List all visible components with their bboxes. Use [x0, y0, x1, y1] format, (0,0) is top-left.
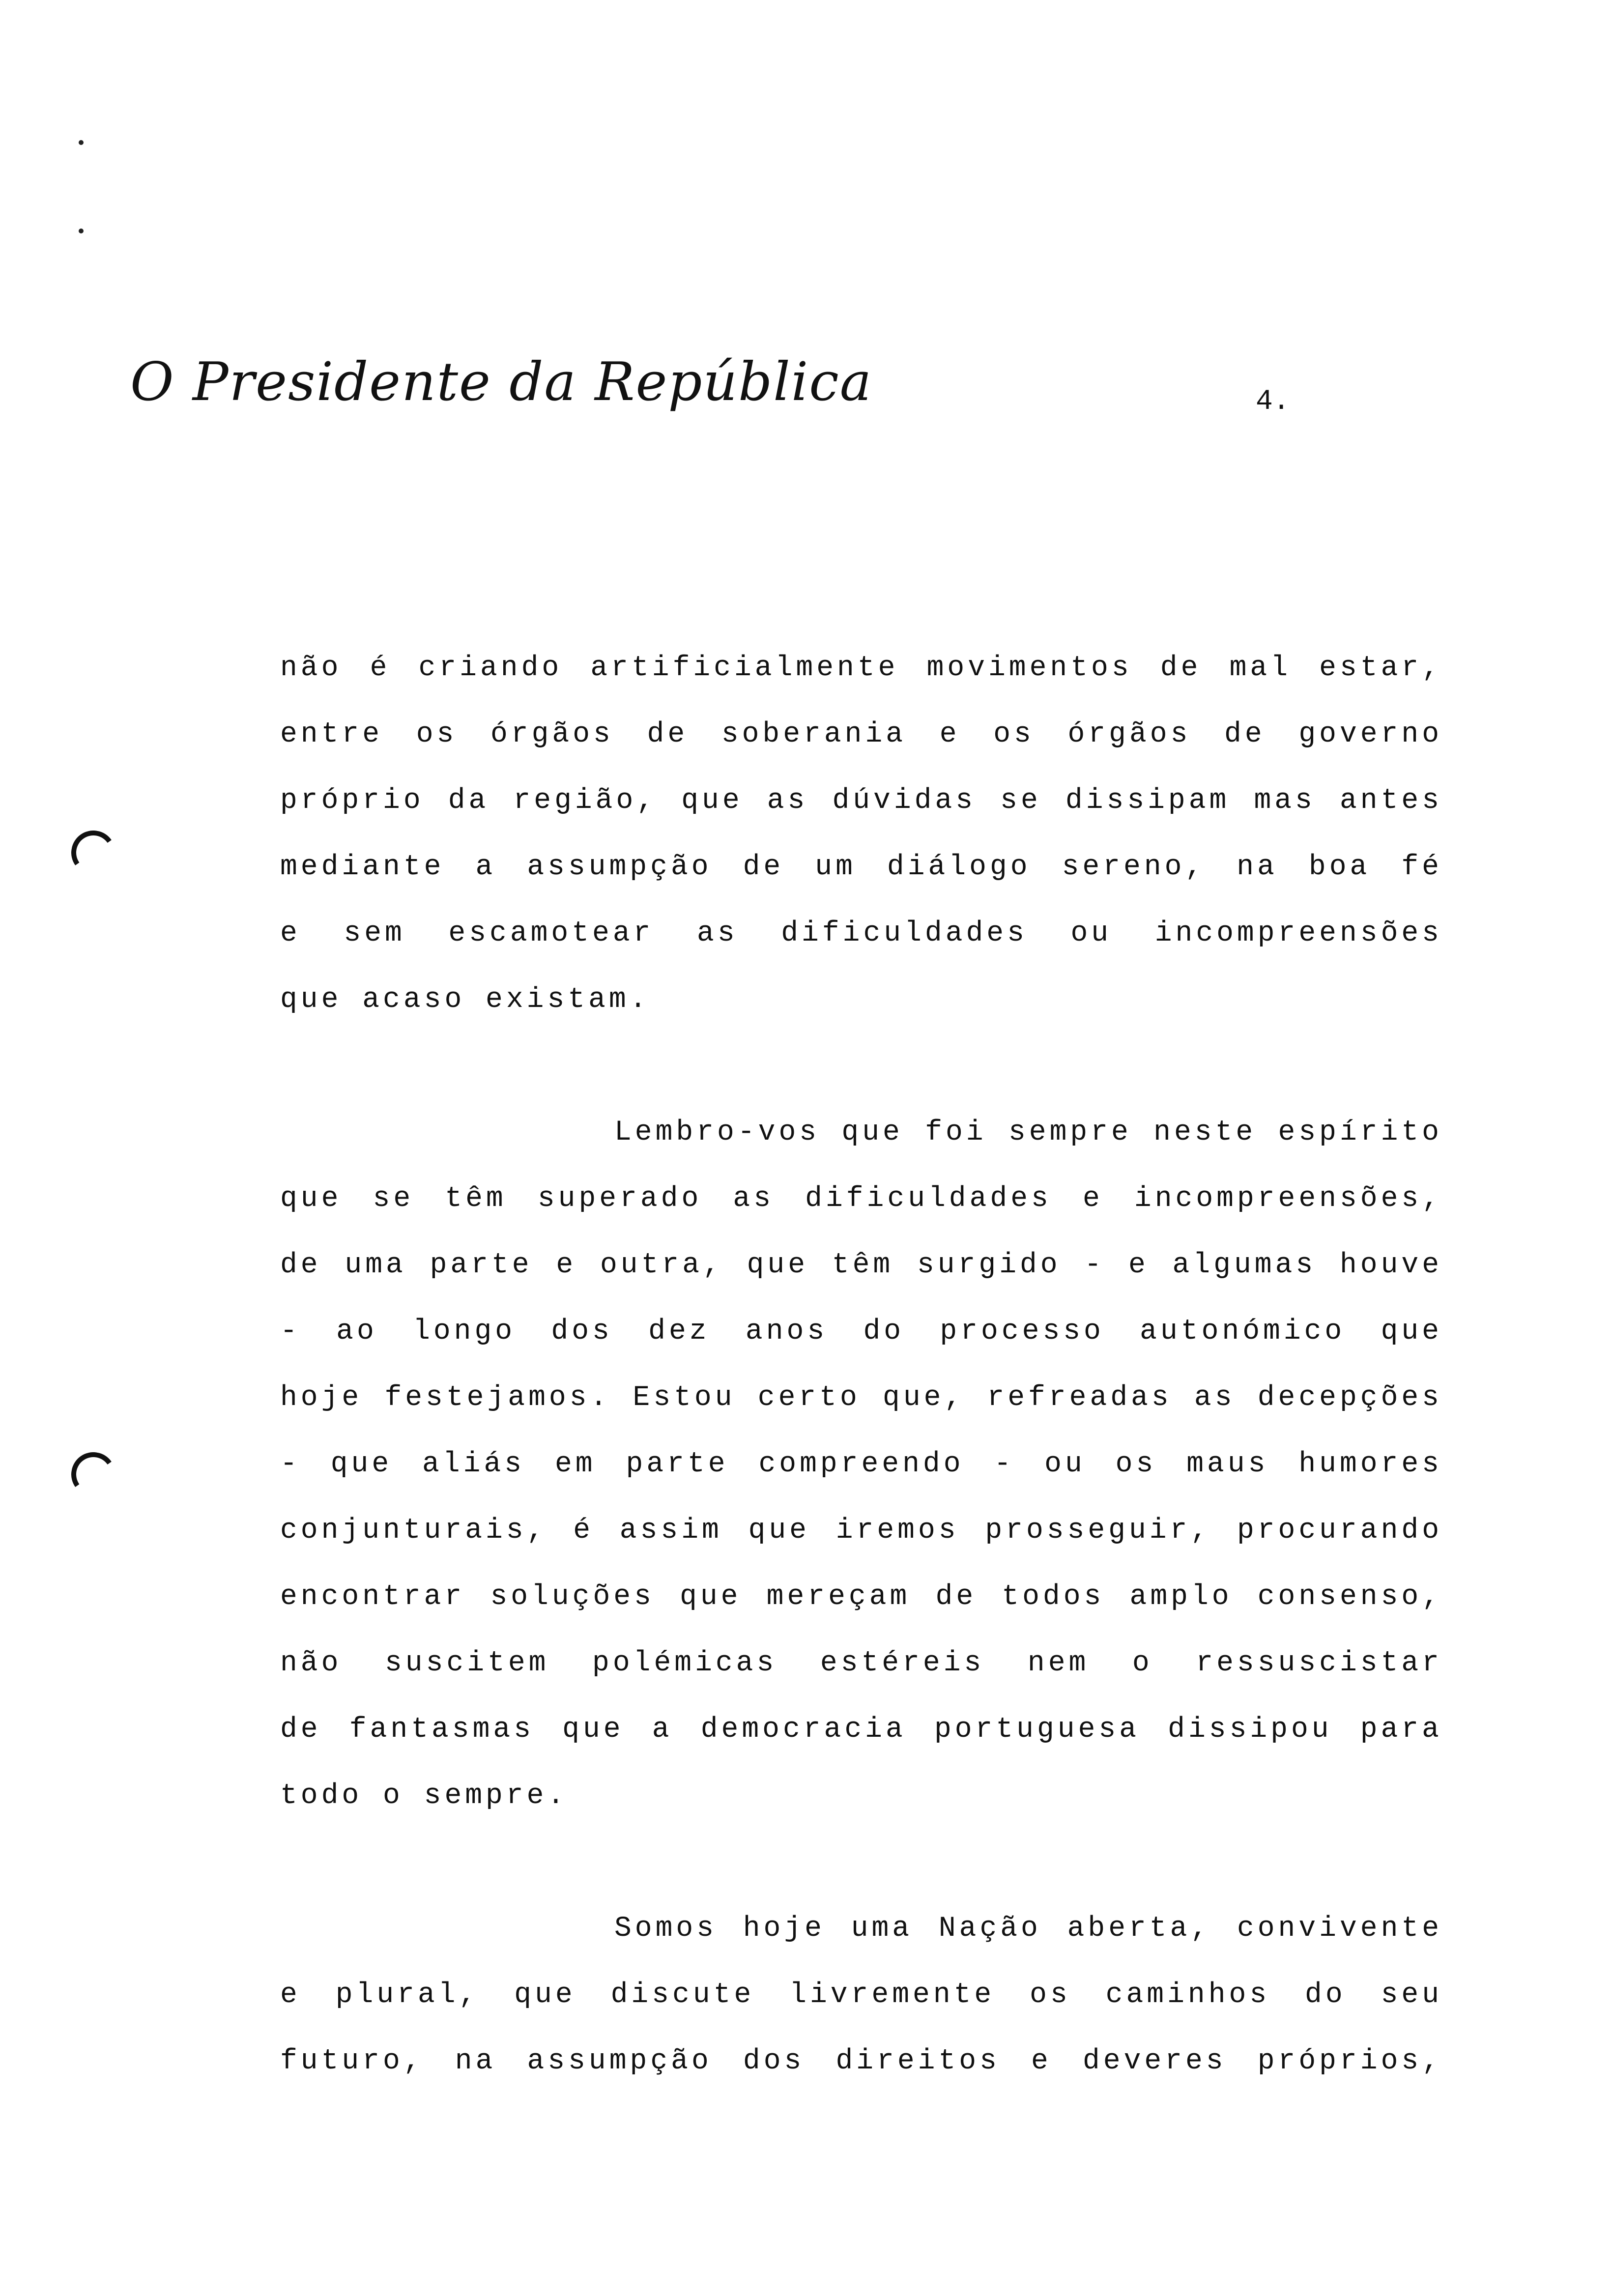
text-line: não é criando artificialmente movimentos de mal estar,: [280, 652, 1442, 684]
text-line: hoje festejamos. Estou certo que, refreadas as decepções: [280, 1382, 1442, 1414]
text-line: e plural, que discute livremente os caminhos do seu: [280, 1979, 1442, 2011]
letterhead-title: O Presidente da República: [130, 351, 873, 413]
text-line: - ao longo dos dez anos do processo autonómico que: [280, 1316, 1442, 1348]
text-line: não suscitem polémicas estéreis nem o ressuscistar: [280, 1647, 1442, 1679]
text-line: Somos hoje uma Nação aberta, convivente: [614, 1913, 1442, 1945]
margin-dot-1: [79, 140, 84, 145]
text-line: entre os órgãos de soberania e os órgãos de governo: [280, 718, 1442, 750]
page-number: 4.: [1256, 386, 1290, 418]
text-line: futuro, na assumpção dos direitos e deveres próprios,: [280, 2045, 1442, 2077]
text-line: mediante a assumpção de um diálogo sereno, na boa fé: [280, 851, 1442, 883]
text-line: de uma parte e outra, que têm surgido - e algumas houve: [280, 1249, 1442, 1281]
text-line: que se têm superado as dificuldades e incompreensões,: [280, 1183, 1442, 1215]
text-line: de fantasmas que a democracia portuguesa dissipou para: [280, 1714, 1442, 1746]
text-line: conjunturais, é assim que iremos prosseguir, procurando: [280, 1515, 1442, 1547]
margin-dot-2: [79, 229, 84, 233]
text-line: e sem escamotear as dificuldades ou incompreensões: [280, 918, 1442, 949]
text-line: todo o sempre.: [280, 1780, 568, 1812]
text-line: que acaso existam.: [280, 984, 650, 1016]
punch-hole-bottom: [68, 1449, 119, 1500]
text-line: próprio da região, que as dúvidas se dissipam mas antes: [280, 785, 1442, 817]
punch-hole-top: [68, 827, 119, 878]
text-line: Lembro-vos que foi sempre neste espírito: [614, 1117, 1442, 1148]
text-line: encontrar soluções que mereçam de todos amplo consenso,: [280, 1581, 1442, 1613]
text-line: - que aliás em parte compreendo - ou os maus humores: [280, 1448, 1442, 1480]
